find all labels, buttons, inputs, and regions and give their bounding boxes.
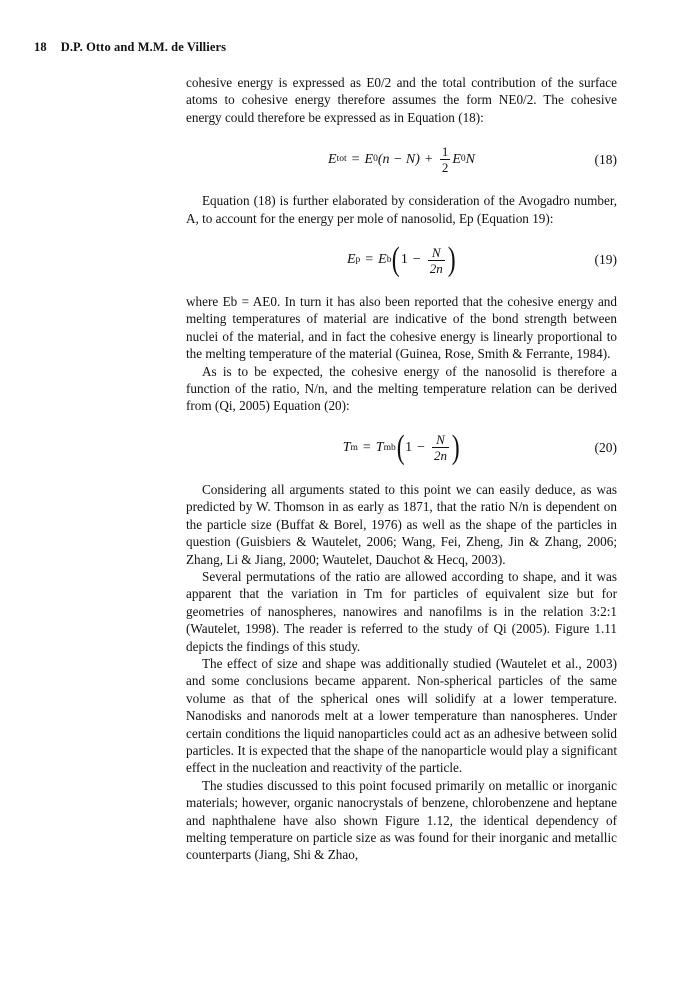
equation-19 bbox=[186, 235, 617, 285]
paragraph-4: As is to be expected, the cohesive energy of the nanosolid is therefore a function of the ratio, N/n, and the melting temperature relation can be derived from (Qi, 2005) Equation (20): bbox=[186, 363, 617, 414]
right-paren: ) bbox=[447, 241, 456, 279]
paragraph-2: Equation (18) is further elaborated by consideration of the Avogadro number, A, to account for the energy per mole of nanosolid, Ep (Equation 19): bbox=[186, 193, 617, 226]
running-head bbox=[34, 40, 226, 55]
running-head-authors: D.P. Otto and M.M. de Villiers bbox=[60, 40, 227, 54]
equation-19-number: (19) bbox=[594, 252, 617, 268]
right-paren: ) bbox=[451, 428, 460, 466]
page-number: 18 bbox=[34, 40, 47, 54]
left-paren: ( bbox=[392, 241, 401, 279]
left-paren: ( bbox=[396, 428, 405, 466]
equation-20-body: T m = T mb ( 1 − $\frac{N}{2n}$ ) bbox=[342, 428, 460, 466]
equation-20 bbox=[186, 423, 617, 473]
paragraph-8: The studies discussed to this point focused primarily on metallic or inorganic materials; however, organic nanocrystals of benzene, chlorobenzene and heptane and naphthalene have also shown Figure 1.12, the identical dependency of melting temperature on particle size as was found for their inorganic and metallic counterparts (Jiang, Shi & Zhao, bbox=[186, 777, 617, 863]
paragraph-1: cohesive energy is expressed as E0/2 and the total contribution of the surface atoms to cohesive energy therefore assumes the form NE0/2. The cohesive energy could therefore be expressed as in Equation (18): bbox=[186, 75, 617, 125]
equation-18 bbox=[186, 134, 617, 184]
equation-18-body: E tot = E 0 (n − N) + $\frac{1}{2}$ E 0 N bbox=[328, 143, 475, 175]
paragraph-3: where Eb = AE0. In turn it has also been reported that the cohesive energy and melting temperatures of material are indicative of the bond strength between nuclei of the material, and in fact the cohesive energy is linearly proportional to the melting temperature of the material (Guinea, Rose, Smith & Ferrante, 1984). bbox=[186, 294, 617, 362]
equation-19-fraction: $\frac{N}{2n}$ bbox=[429, 244, 443, 276]
equation-18-fraction: $\frac{1}{2}$ bbox=[441, 143, 449, 175]
body-text bbox=[186, 74, 617, 864]
paragraph-7: The effect of size and shape was additionally studied (Wautelet et al., 2003) and some conclusions became apparent. Non-spherical particles of the same volume as that of the spherical ones will solidify at a lower temperature. Nanodisks and nanorods melt at a lower temperature than nanospheres. Under certain conditions the liquid nanoparticles could act as an adhesive between solid particles. It is expected that the shape of the nanoparticle would play a significant effect in the nucleation and reactivity of the particle. bbox=[186, 655, 617, 776]
equation-20-number: (20) bbox=[594, 440, 617, 456]
paragraph-5: Considering all arguments stated to this point we can easily deduce, as was predicted by W. Thomson in as early as 1871, that the ratio N/n is dependent on the particle size (Buffat & Borel, 1976) as well as the shape of the particles in question (Guisbiers & Wautelet, 2006; Wang, Fei, Zheng, Jin & Zhang, 2006; Zhang, Li & Jiang, 2000; Wautelet, Dauchot & Hecq, 2003). bbox=[186, 481, 617, 567]
equation-18-number: (18) bbox=[594, 151, 617, 167]
equation-20-fraction: $\frac{N}{2n}$ bbox=[433, 432, 447, 464]
paragraph-6: Several permutations of the ratio are allowed according to shape, and it was apparent that the variation in Tm for particles of equivalent size but for geometries of nanospheres, nanowires and nanofilms is in the relation 3:2:1 (Wautelet, 1998). The reader is referred to the study of Qi (2005). Figure 1.11 depicts the findings of this study. bbox=[186, 568, 617, 654]
equation-19-body: E p = E b ( 1 − $\frac{N}{2n}$ ) bbox=[346, 241, 456, 279]
